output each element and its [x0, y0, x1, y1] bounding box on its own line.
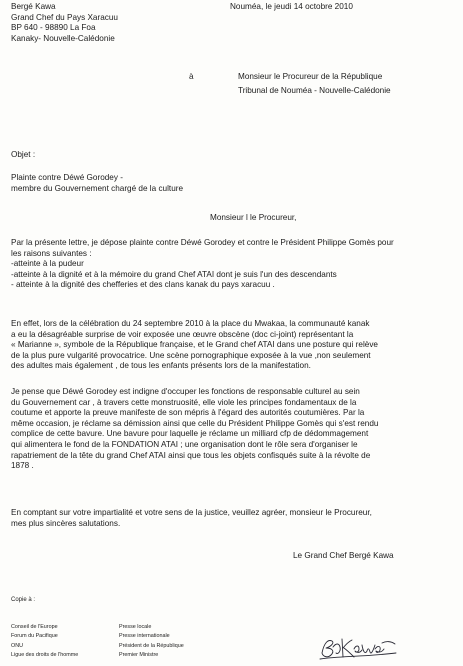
recipient-name: Monsieur le Procureur de la République [238, 72, 383, 81]
paragraph-line: - atteinte à la dignité des chefferies et des clans kanak du pays xaracuu . [11, 280, 275, 290]
copie-label: Copie à : [11, 597, 36, 603]
paragraph-line: a eu la désagréable surprise de voir exposée une œuvre obscène (doc ci-joint) représentant la [11, 329, 354, 339]
paragraph-line: qui alimentera le fond de la FONDATION ATAI ; une organisation dont le rôle sera d'organiser le [11, 439, 358, 449]
paragraph-line: coutume et apporte la preuve manifeste de son mépris à l'égard des autorités coutumières. Par la [11, 408, 365, 418]
copy-recipient: ONU [11, 642, 23, 649]
recipient-marker: à [189, 72, 194, 81]
paragraph-line: En effet, lors de la célébration du 24 septembre 2010 à la place du Mwakaa, la communauté kanak [11, 319, 370, 328]
copy-recipient: Presse internationale [119, 633, 170, 640]
paragraph-line: même occasion, je réclame sa démission ainsi que celle du Président Philippe Gomès qui s'est rendu [11, 418, 379, 428]
recipient-court: Tribunal de Nouméa - Nouvelle-Calédonie [238, 85, 391, 95]
paragraph-line: 1878 . [11, 461, 34, 471]
copies-right-list [119, 623, 184, 661]
handwritten-signature [318, 633, 400, 663]
paragraph-line: rapatriement de la tête du grand Chef ATAI ainsi que tous les objets confisqués suite à la révolte de [11, 450, 371, 460]
paragraph-line: les raisons suivantes : [11, 248, 92, 258]
copy-recipient: Forum du Pacifique [11, 633, 58, 640]
paragraph-line: « Marianne », symbole de la République française, et le Grand chef ATAI dans une posture qui relève [11, 340, 378, 350]
paragraph-1 [11, 238, 394, 291]
recipient-block [238, 72, 391, 99]
signoff: Le Grand Chef Bergé Kawa [293, 551, 394, 560]
paragraph-line: des adultes mais également , de tous les enfants présents lors de la manifestation. [11, 361, 311, 371]
paragraph-2 [11, 319, 457, 372]
paragraph-line: En comptant sur votre impartialité et votre sens de la justice, veuillez agréer, monsieur le Procureur, [11, 508, 372, 517]
paragraph-line: de la plus pure vulgarité provocatrice. Une scène pornographique exposée à la vue ,non seulement [11, 350, 371, 360]
paragraph-3 [11, 387, 378, 472]
plainte-line-1: Plainte contre Déwé Gorodey - [11, 173, 123, 182]
paragraph-line: -atteinte à la pudeur [11, 259, 84, 269]
paragraph-4 [11, 508, 372, 529]
sender-title: Grand Chef du Pays Xaracuu [11, 12, 118, 22]
copies-left-list [11, 623, 78, 661]
paragraph-line: Par la présente lettre, je dépose plainte contre Déwé Gorodey et contre le Président Philippe Gomès pour [11, 238, 394, 247]
plainte-block [11, 173, 183, 195]
paragraph-line: mes plus sincères salutations. [11, 518, 121, 528]
sender-location: Kanaky- Nouvelle-Calédonie [11, 33, 115, 43]
sender-block [11, 2, 118, 44]
date-line: Nouméa, le jeudi 14 octobre 2010 [230, 2, 353, 11]
paragraph-line: Je pense que Déwé Gorodey est indigne d'occuper les fonctions de responsable culturel au sein [11, 387, 360, 396]
salutation: Monsieur l le Procureur, [210, 213, 297, 222]
paragraph-line: du Gouvernement car , à travers cette monstruosité, elle viole les principes fondamentaux de la [11, 397, 357, 407]
plainte-line-2: membre du Gouvernement chargé de la culture [11, 183, 184, 193]
paragraph-line: complice de cette bavure. Une bavure pour laquelle je réclame un milliard cfp de dédommagement [11, 429, 369, 439]
copy-recipient: Presse locale [119, 624, 152, 630]
sender-postbox: BP 640 - 98890 La Foa [11, 23, 96, 33]
objet-label: Objet : [11, 150, 36, 159]
copy-recipient: Président de la République [119, 642, 184, 649]
copy-recipient: Premier Ministre [119, 652, 159, 659]
sender-name: Bergé Kawa [11, 2, 56, 11]
copy-recipient: Conseil de l'Europe [11, 624, 58, 630]
paragraph-line: -atteinte à la dignité et à la mémoire du grand Chef ATAI dont je suis l'un des descendants [11, 269, 337, 279]
copy-recipient: Ligue des droits de l'homme [11, 652, 79, 659]
